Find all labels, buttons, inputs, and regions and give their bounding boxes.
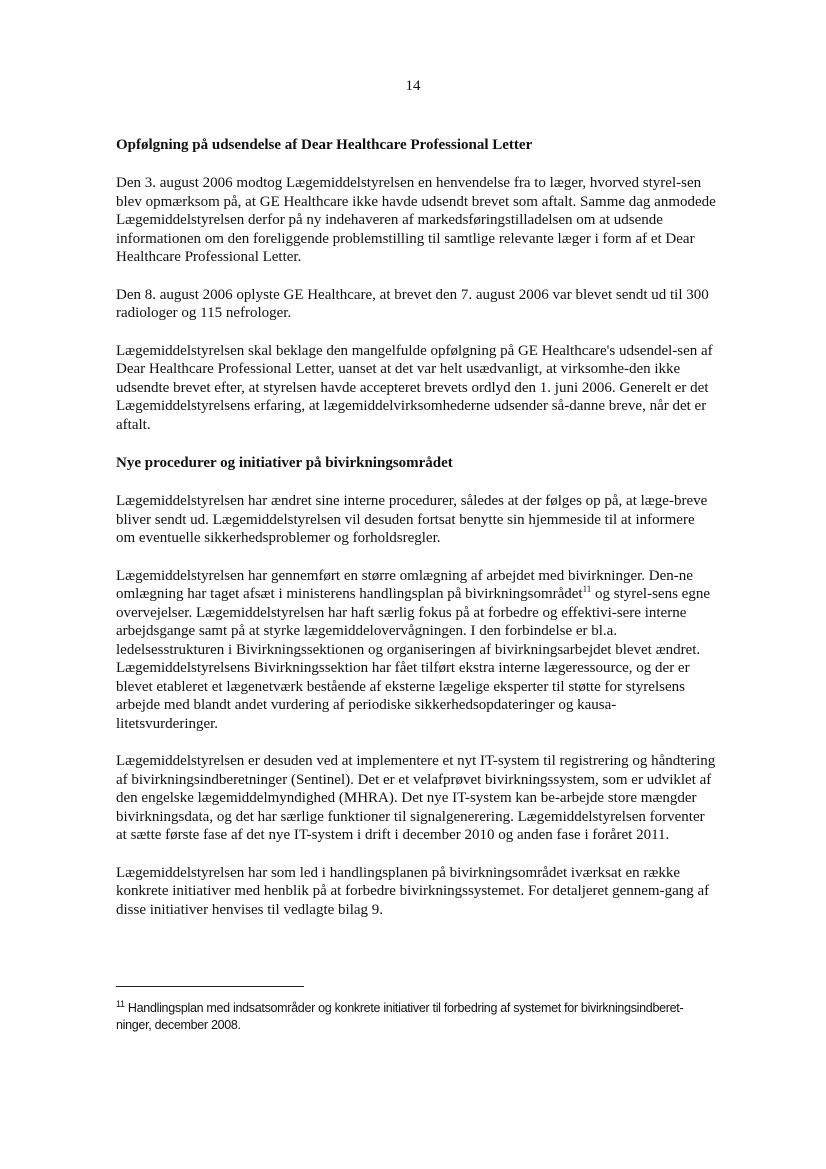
footnote-text: Handlingsplan med indsatsområder og konkrete initiativer til forbedring af systemet for bivirkningsindberet-ninger, december 2008. [116,1001,684,1032]
paragraph: Lægemiddelstyrelsen skal beklage den mangelfulde opfølgning på GE Healthcare's udsendel-sen af Dear Healthcare Professional Letter, uanset at det var helt usædvanligt, at virksomhe-den ikke udsendte brevet efter, at styrelsen havde accepteret brevets ordlyd den 1. juni 2006. Generelt er det Lægemiddelstyrelsens erfaring, at lægemiddelvirksomhederne udsender så-danne breve, når det er aftalt. [116,342,713,433]
paragraph: Den 8. august 2006 oplyste GE Healthcare, at brevet den 7. august 2006 var blevet sendt ud til 300 radiologer og 115 nefrologer. [116,286,709,321]
paragraph: Lægemiddelstyrelsen har ændret sine interne procedurer, således at der følges op på, at læge-breve bliver sendt ud. Lægemiddelstyrelsen vil desuden fortsat benytte sin hjemmeside til at informere om eventuelle sikkerhedsproblemer og forholdsregler. [116,493,708,546]
paragraph: Lægemiddelstyrelsen har som led i handlingsplanen på bivirkningsområdet iværksat en række konkrete initiativer med henblik på at forbedre bivirkningssystemet. For detaljeret gennem-gang af disse initiativer henvises til vedlagte bilag 9. [116,864,710,918]
section-heading-followup: Opfølgning på udsendelse af Dear Healthcare Professional Letter [116,137,533,153]
section-heading-procedures: Nye procedurer og initiativer på bivirkningsområdet [116,455,453,471]
document-body [116,135,716,938]
paragraph: Lægemiddelstyrelsen er desuden ved at implementere et nyt IT-system til registrering og håndtering af bivirkningsindberetninger (Sentinel). Det er et velafprøvet bivirkningssystem, som er udviklet af den engelske lægemiddelmyndighed (MHRA). Det nye IT-system kan be-arbejde store mængder bivirkningsdata, og det har særlige funktioner til signalgenerering. Lægemiddelstyrelsen forventer at sætte første fase af det nye IT-system i drift i december 2010 og anden fase i foråret 2011. [116,753,716,843]
footnote-divider [116,986,304,987]
footnote-reference: 11 [582,584,592,594]
footnote [116,1000,716,1034]
paragraph-with-footnote [116,567,716,734]
paragraph-text: Lægemiddelstyrelsen har gennemført en større omlægning af arbejdet med bivirkninger. Den-ne omlægning har taget afsæt i ministerens handlingsplan på bivirkningsområdet [116,567,693,602]
page-number: 14 [405,78,421,94]
footnote-number: 11 [116,998,125,1009]
paragraph: Den 3. august 2006 modtog Lægemiddelstyrelsen en henvendelse fra to læger, hvorved styrel-sen blev opmærksom på, at GE Healthcare ikke havde udsendt brevet som aftalt. Samme dag anmodede Lægemiddelstyrelsen derfor på ny indehaveren af markedsføringstilladelsen om at udsende informationen om den foreliggende problemstilling til samtlige relevante læger i form af et Dear Healthcare Professional Letter. [116,175,716,265]
paragraph-text: og styrel-sens egne overvejelser. Lægemiddelstyrelsen har haft særlig fokus på at forbedre og effektivi-sere interne arbejdsgange samt på at styrke lægemiddelovervågningen. I den forbindelse er bl.a. ledelsesstrukturen i Bivirkningssektionen og organiseringen af bivirkningsarbejdet blevet ændret. Lægemiddelstyrelsens Bivirkningssektion har fået tilført ekstra interne lægeressource, og der er blevet etableret et lægenetværk bestående af eksterne lægelige eksperter til støtte for styrelsens arbejde med blandt andet vurdering af periodiske sikkerhedsopdateringer og kausa-litetsvurderinger. [116,586,710,732]
